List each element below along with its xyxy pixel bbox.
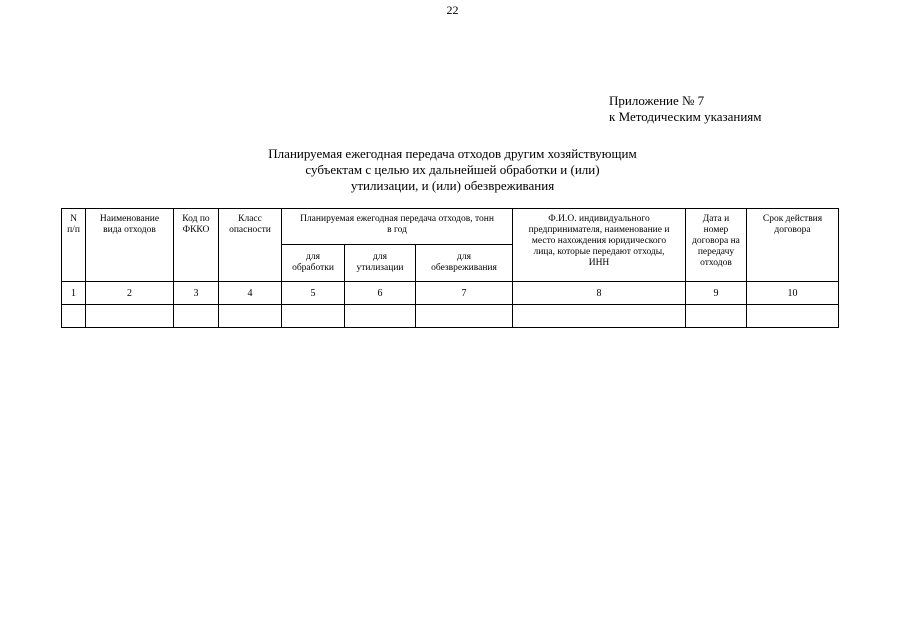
table-cell — [174, 305, 219, 328]
header-utilization: для утилизации — [345, 245, 416, 282]
column-number: 7 — [416, 282, 513, 305]
header-contract: Дата и номер договора на передачу отходов — [686, 209, 747, 282]
table-cell — [282, 305, 345, 328]
appendix-label — [609, 93, 762, 125]
header-neutralization: для обезвреживания — [416, 245, 513, 282]
column-number: 5 — [282, 282, 345, 305]
header-recipient: Ф.И.О. индивидуального предпринимателя, наименование и место нахождения юридического лица, которые передают отходы, ИНН — [513, 209, 686, 282]
table-cell — [513, 305, 686, 328]
header-fkko-code: Код по ФККО — [174, 209, 219, 282]
title-line-2: субъектам с целью их дальнейшей обработки и (или) — [305, 162, 600, 177]
column-number: 6 — [345, 282, 416, 305]
header-processing: для обработки — [282, 245, 345, 282]
table-cell — [345, 305, 416, 328]
column-number-row — [62, 282, 839, 305]
page-number: 22 — [446, 3, 459, 17]
header-num: N п/п — [62, 209, 86, 282]
column-number: 3 — [174, 282, 219, 305]
header-waste-name: Наименование вида отходов — [86, 209, 174, 282]
title-line-1: Планируемая ежегодная передача отходов другим хозяйствующим — [268, 146, 637, 161]
column-number: 2 — [86, 282, 174, 305]
column-number: 4 — [219, 282, 282, 305]
column-number: 10 — [747, 282, 839, 305]
table-cell — [416, 305, 513, 328]
column-number: 8 — [513, 282, 686, 305]
header-hazard-class: Класс опасности — [219, 209, 282, 282]
table-cell — [686, 305, 747, 328]
document-title — [0, 146, 905, 194]
title-line-3: утилизации, и (или) обезвреживания — [350, 178, 555, 193]
column-number: 1 — [62, 282, 86, 305]
table-cell — [747, 305, 839, 328]
column-number: 9 — [686, 282, 747, 305]
table-cell — [219, 305, 282, 328]
appendix-line-1: Приложение № 7 — [609, 93, 705, 108]
header-contract-term: Срок действия договора — [747, 209, 839, 282]
table-cell — [86, 305, 174, 328]
table-row — [62, 305, 839, 328]
appendix-line-2: к Методическим указаниям — [609, 109, 762, 124]
waste-transfer-table — [61, 208, 839, 328]
table-cell — [62, 305, 86, 328]
header-planned-transfer: Планируемая ежегодная передача отходов, тонн в год — [282, 209, 513, 245]
